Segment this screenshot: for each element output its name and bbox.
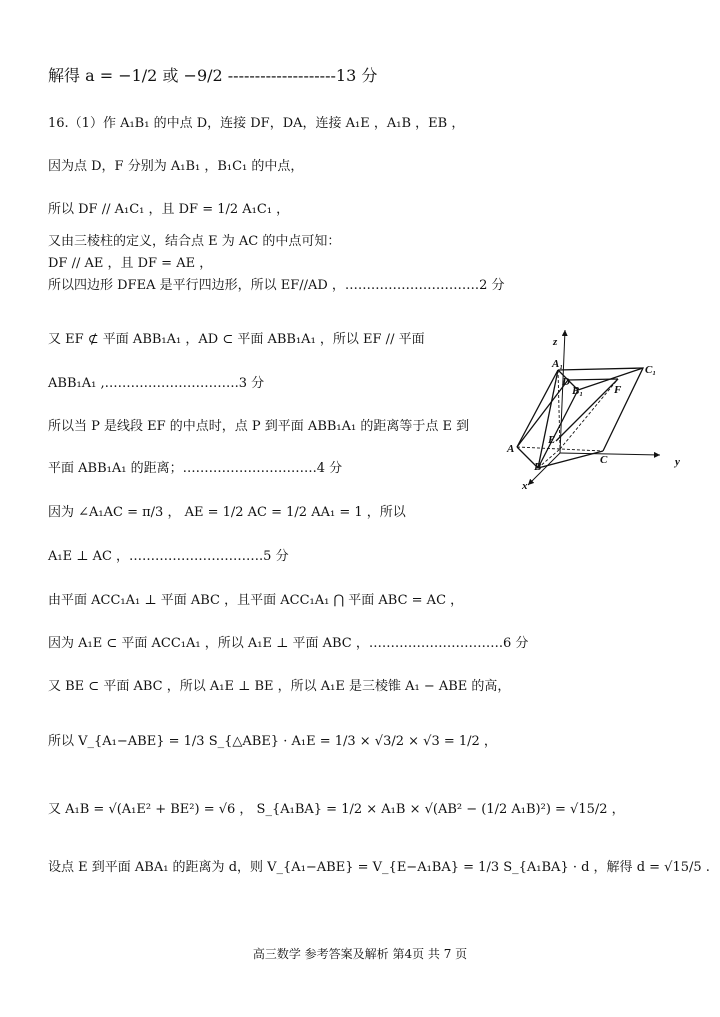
label-f: F bbox=[614, 384, 622, 396]
label-b: B bbox=[534, 461, 542, 473]
line-distance-4: 平面 ABB₁A₁ 的距离；………………………….4 分 bbox=[48, 461, 343, 476]
line-area: 又 A₁B = √(A₁E² + BE²) = √6 ， S_{A₁BA} = 1/2 × A₁B × √(AB² − (1/2 A₁B)²) = √15/2 ， bbox=[48, 802, 625, 817]
line-midpoints: 因为点 D，F 分别为 A₁B₁ ，B₁C₁ 的中点， bbox=[48, 159, 304, 174]
line-ef-plane: 又 EF ⊄ 平面 ABB₁A₁ ，AD ⊂ 平面 ABB₁A₁ ，所以 EF // 平面 bbox=[48, 332, 425, 347]
line-df-parallel: 所以 DF // A₁C₁ ，且 DF = 1/2 A₁C₁ ， bbox=[48, 202, 290, 217]
label-b1: B₁ bbox=[572, 385, 584, 397]
label-x: x bbox=[522, 480, 528, 490]
line-plane-perp: 由平面 ACC₁A₁ ⊥ 平面 ABC ，且平面 ACC₁A₁ ⋂ 平面 ABC = AC ， bbox=[48, 593, 464, 608]
y-axis bbox=[560, 453, 660, 455]
label-d: D bbox=[562, 376, 570, 388]
line-angle: 因为 ∠A₁AC = π/3 ， AE = 1/2 AC = 1/2 AA₁ = 1 ，所以 bbox=[48, 505, 406, 520]
line-volume: 所以 V_{A₁−ABE} = 1/3 S_{△ABE} · A₁E = 1/3 × √3/2 × √3 = 1/2 ， bbox=[48, 734, 497, 749]
line-16-1: 16.（1）作 A₁B₁ 的中点 D，连接 DF，DA，连接 A₁E ，A₁B ，EB ， bbox=[48, 116, 465, 131]
line-prism-def: 又由三棱柱的定义，结合点 E 为 AC 的中点可知： bbox=[48, 234, 341, 249]
line-df-ae: DF // AE ，且 DF = AE ， bbox=[48, 256, 213, 271]
label-c: C bbox=[600, 454, 608, 466]
label-z: z bbox=[553, 336, 558, 348]
line-abb1a1-3: ABB₁A₁ ,………………………….3 分 bbox=[48, 376, 265, 391]
line-solve-a: 解得 a = −1/2 或 −9/2 --------------------13 分 bbox=[48, 66, 378, 85]
line-p-midpoint: 所以当 P 是线段 EF 的中点时，点 P 到平面 ABB₁A₁ 的距离等于点 E 到 bbox=[48, 419, 470, 434]
page-footer: 高三数学 参考答案及解析 第4页 共 7 页 bbox=[252, 947, 468, 961]
label-c1: C₁ bbox=[645, 364, 657, 376]
line-height: 又 BE ⊂ 平面 ABC ，所以 A₁E ⊥ BE ，所以 A₁E 是三棱锥 A₁ − ABE 的高， bbox=[48, 679, 511, 694]
line-a1e-perp-ac: A₁E ⊥ AC ，………………………….5 分 bbox=[48, 549, 289, 564]
x-axis bbox=[528, 453, 560, 485]
label-a1: A₁ bbox=[552, 358, 564, 370]
label-a: A bbox=[507, 443, 515, 455]
prism-figure bbox=[500, 325, 700, 490]
label-e: E bbox=[548, 434, 556, 446]
line-parallelogram: 所以四边形 DFEA 是平行四边形，所以 EF//AD ，………………………….2 分 bbox=[48, 278, 505, 293]
line-a1e-plane-6: 因为 A₁E ⊂ 平面 ACC₁A₁ ，所以 A₁E ⊥ 平面 ABC ，………………………….6 分 bbox=[48, 636, 529, 651]
label-y: y bbox=[675, 456, 680, 468]
line-distance-d: 设点 E 到平面 ABA₁ 的距离为 d，则 V_{A₁−ABE} = V_{E−A₁BA} = 1/3 S_{A₁BA} · d ，解得 d = √15/5 . bbox=[48, 860, 710, 875]
